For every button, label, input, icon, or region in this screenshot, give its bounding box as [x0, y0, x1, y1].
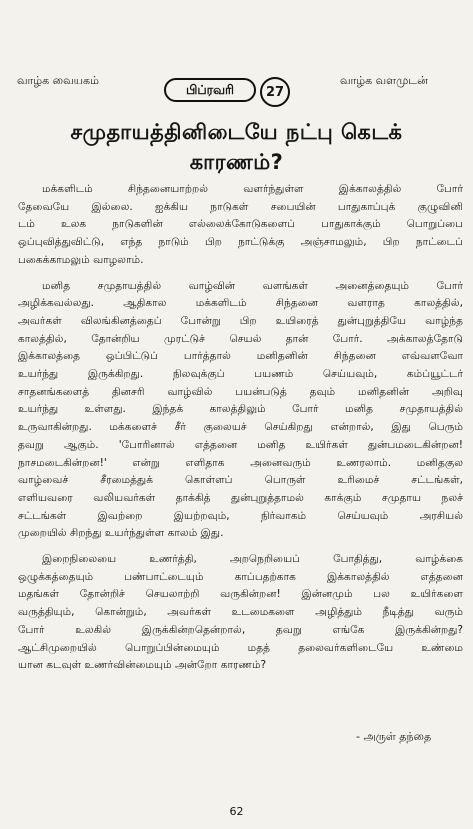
- text-line: ஆட்சிமுறையில் பொறுப்பின்மையும் மதத் தலைவர்களிடையே உண்மை: [18, 641, 463, 654]
- text-line: போர் உலகில் இருக்கின்றதென்றால், தவறு எங்கே இருக்கின்றது?: [18, 623, 463, 636]
- text-line: மதங்கள் தோன்றிச் செயலாற்றி வருகின்றன! இன்னமும் பல உயிர்களை: [18, 588, 463, 601]
- page-number: 62: [229, 805, 244, 818]
- paragraph-2: [18, 278, 463, 544]
- text-line: உயர்ந்து இருக்கிறது. நிலவுக்குப் பயணம் செய்யவும், கம்ப்யூட்டர்: [18, 368, 463, 381]
- text-line: பகைக்காமலும் வாழலாம்.: [18, 253, 144, 266]
- day-number-circle: 27: [260, 77, 290, 107]
- author-signature: - அருள் தந்தை: [356, 730, 432, 743]
- text-line: மனித சமுதாயத்தில் வாழ்வின் வளங்கள் அனைத்தையும் போர்: [42, 279, 463, 292]
- title-line-1: சமுதாயத்தினிடையே நட்பு கெடக்: [70, 120, 403, 144]
- text-line: ஒப்புவித்துவிட்டு, எந்த நாடும் பிற நாட்டுக்கு அஞ்சாமலும், பிற நாட்டைப்: [18, 236, 463, 249]
- page-title: [14, 117, 459, 177]
- text-line: தேவையே இல்லை. ஐக்கிய நாடுகள் சபையின் பாதுகாப்புக் குழுவினி: [18, 200, 463, 213]
- text-line: உயர்ந்து உள்ளது. இந்தக் காலத்திலும் போர் மனித சமுதாயத்தில்: [18, 403, 463, 416]
- text-line: முறையில் சிறந்து உயர்ந்துள்ள காலம் இது.: [18, 527, 224, 540]
- text-line: நாசமடைகின்றன!' என்று எளிதாக அனைவரும் உணரலாம். மனிதகுல: [18, 456, 463, 469]
- text-line: ஒழுக்கத்தையும் பண்பாட்டையும் காப்பதற்காக இக்காலத்தில் எத்தனை: [18, 570, 463, 583]
- text-line: எளியவரை வலியவர்கள் தாக்கித் துன்புறுத்தாமல் காக்கும் சமுதாய நலச்: [18, 491, 463, 504]
- text-line: இக்காலத்தை ஒப்பிட்டுப் பார்த்தால் மனிதனின் சிந்தனை எவ்வளவோ: [18, 350, 463, 363]
- header-left-motto: வாழ்க வையகம்: [17, 74, 99, 87]
- text-line: உருவாகின்றது. மக்களைச் சீர் குலையச் செய்கிறது என்றால், இது பெரும்: [18, 421, 463, 434]
- text-line: காலத்தில், தோன்றிய முரட்டுச் செயல் தான் போர். அக்காலத்தோடு: [18, 332, 463, 345]
- text-line: சட்டங்கள் இவற்றை இயற்றவும், நிர்வாகம் செய்யவும் அரசியல்: [18, 509, 463, 522]
- month-label-box: பிப்ரவரி: [164, 78, 256, 102]
- text-line: சாதனங்களைத் தினசரி வாழ்வில் பயன்படுத் தவும் மனிதனின் அறிவு: [18, 385, 463, 398]
- text-line: தவறு ஆகும். 'போரினால் எத்தனை மனித உயிர்கள் துன்பமடைகின்றன!: [18, 438, 463, 451]
- text-line: வருத்தியும், கொன்றும், அவர்கள் உடமைகளை அழித்தும் நீடித்து வரும்: [18, 606, 463, 619]
- title-line-2: காரணம்?: [189, 150, 284, 174]
- paragraph-1: [18, 181, 463, 270]
- text-line: வாழ்வைச் சீரமைத்துக் கொள்ளப் பொருள் உரிமைச் சட்டங்கள்,: [18, 474, 463, 487]
- text-line: இறைநிலையை உணர்த்தி, அறநெறியைப் போதித்து, வாழ்க்கை: [42, 553, 463, 566]
- text-line: அழிக்கவல்லது. ஆதிகால மக்களிடம் சிந்தனை வளராத காலத்தில்,: [18, 297, 463, 310]
- paragraph-3: [18, 551, 463, 675]
- text-line: டம் உலக நாடுகளின் எல்லைக்கோடுகளைப் பாதுகாக்கும் பொறுப்பை: [18, 218, 463, 231]
- header-right-motto: வாழ்க வளமுடன்: [340, 74, 428, 87]
- text-line: அவர்கள் விலங்கினத்தைப் போன்று பிற உயிரைத் துன்புறுத்தியே வாழ்ந்த: [18, 314, 463, 327]
- article-body: [18, 181, 463, 675]
- text-line: யான கடவுள் உணர்வின்மையும் அன்றோ காரணம்?: [18, 659, 267, 672]
- text-line: மக்களிடம் சிந்தனையாற்றல் வளர்ந்துள்ள இக்காலத்தில் போர்: [42, 183, 463, 195]
